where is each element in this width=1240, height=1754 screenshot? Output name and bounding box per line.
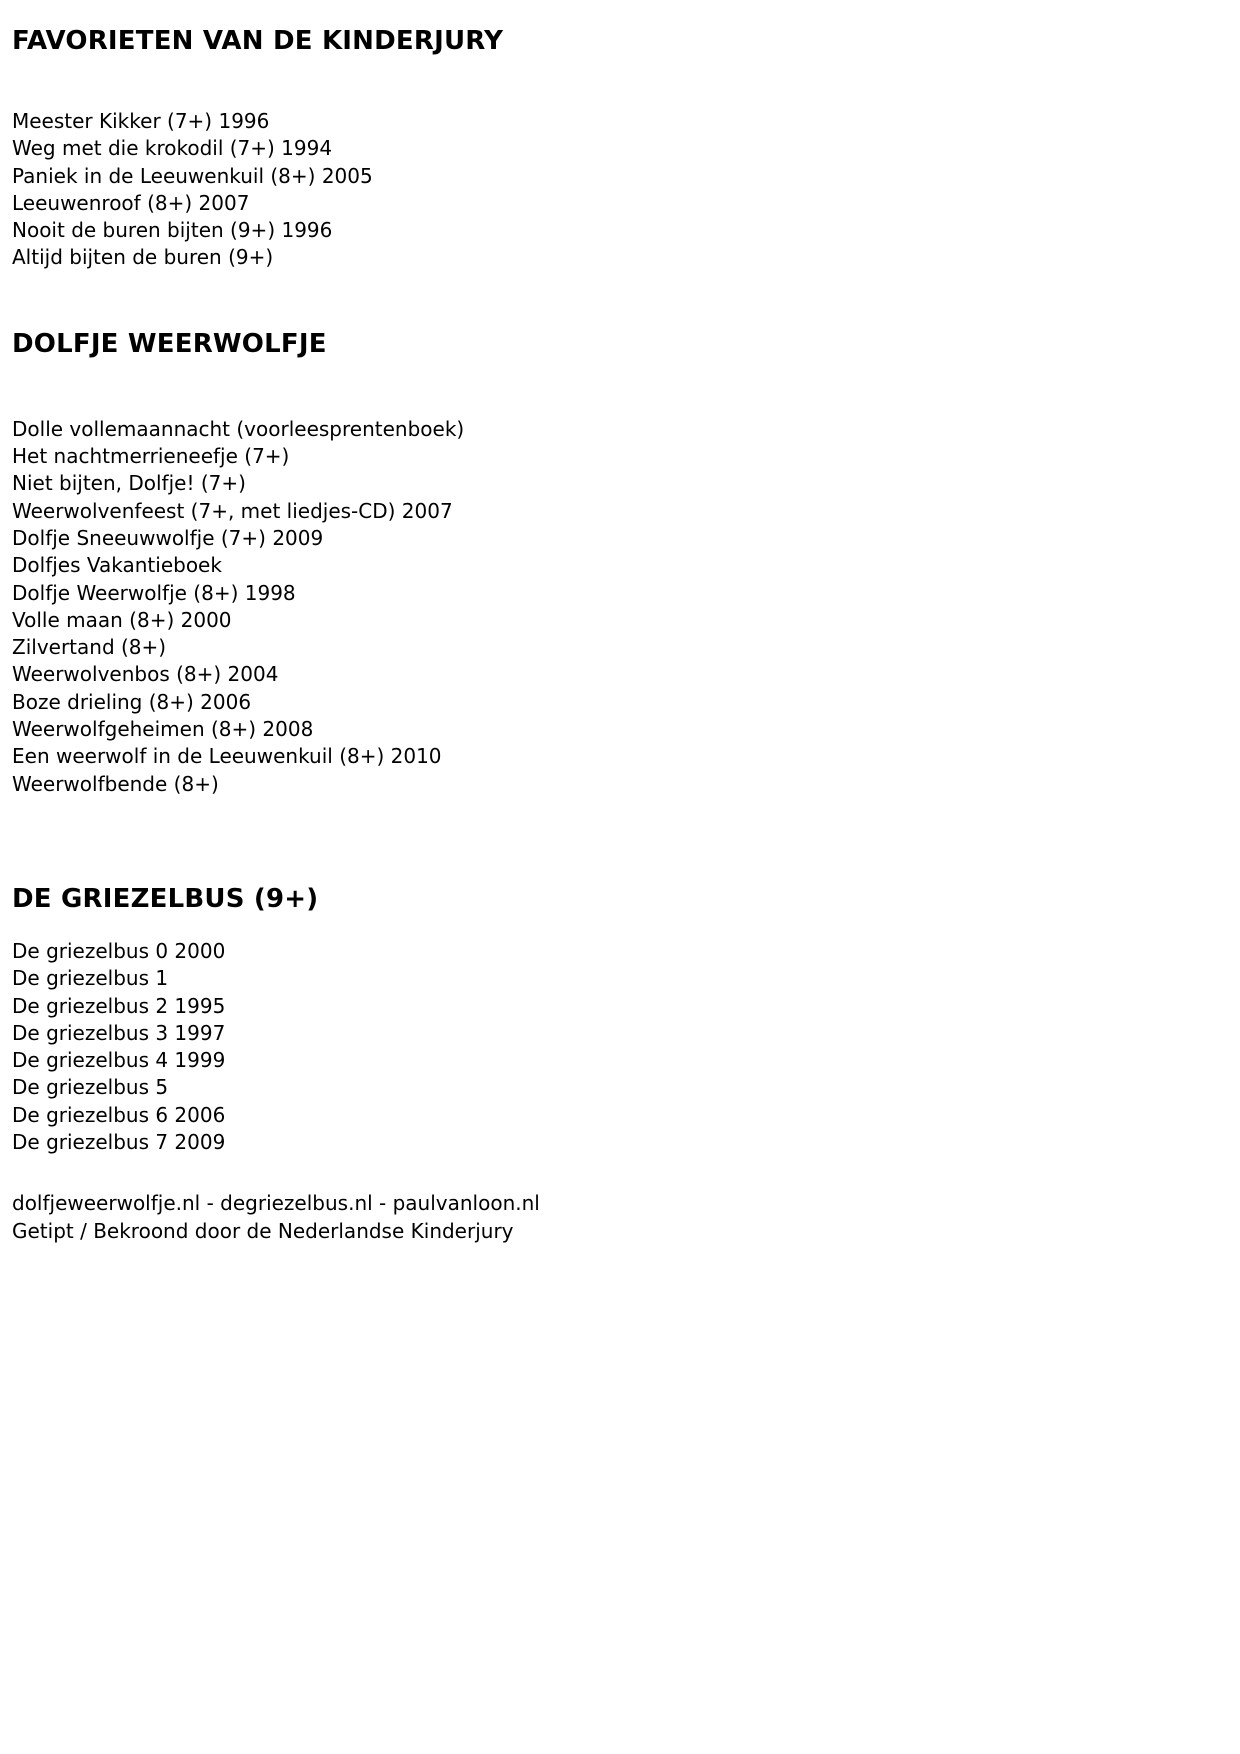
book-list-item: De griezelbus 1: [12, 966, 169, 991]
book-list-item: Weerwolfbende (8+): [12, 771, 219, 796]
book-list-item: Zilvertand (8+): [12, 635, 167, 660]
book-list-item: De griezelbus 2 1995: [12, 993, 226, 1018]
book-list-kinderjury-favorieten: [12, 108, 1240, 272]
section-heading-kinderjury-favorieten: FAVORIETEN VAN DE KINDERJURY: [12, 26, 504, 56]
book-list-dolfje-weerwolfje: [12, 416, 1240, 798]
book-list-item: Leeuwenroof (8+) 2007: [12, 190, 250, 215]
section-heading-de-griezelbus: DE GRIEZELBUS (9+): [12, 883, 319, 914]
book-list-item: De griezelbus 4 1999: [12, 1048, 226, 1073]
book-list-item: Dolfje Weerwolfje (8+) 1998: [12, 580, 296, 605]
book-list-item: Weerwolvenbos (8+) 2004: [12, 662, 279, 687]
book-list-item: Dolfjes Vakantieboek: [12, 553, 222, 578]
book-list-item: Dolle vollemaannacht (voorleesprentenboek): [12, 416, 465, 441]
book-list-item: Het nachtmerrieneefje (7+): [12, 444, 290, 469]
book-list-item: Niet bijten, Dolfje! (7+): [12, 471, 246, 496]
book-list-item: Weg met die krokodil (7+) 1994: [12, 136, 333, 161]
book-list-item: Weerwolfgeheimen (8+) 2008: [12, 717, 314, 742]
book-list-item: Dolfje Sneeuwwolfje (7+) 2009: [12, 525, 324, 550]
book-list-item: Boze drieling (8+) 2006: [12, 689, 252, 714]
book-list-item: De griezelbus 0 2000: [12, 938, 226, 963]
book-list-item: De griezelbus 3 1997: [12, 1020, 226, 1045]
book-list-de-griezelbus: [12, 938, 1240, 1156]
book-list-item: Volle maan (8+) 2000: [12, 607, 232, 632]
book-list-item: Een weerwolf in de Leeuwenkuil (8+) 2010: [12, 744, 442, 769]
footer-websites-line: dolfjeweerwolfje.nl - degriezelbus.nl - paulvanloon.nl: [12, 1191, 540, 1216]
book-list-item: Meester Kikker (7+) 1996: [12, 109, 270, 133]
footer-note-line: Getipt / Bekroond door de Nederlandse Kinderjury: [12, 1218, 514, 1243]
book-list-item: De griezelbus 5: [12, 1075, 169, 1100]
book-list-item: De griezelbus 7 2009: [12, 1130, 226, 1155]
document-page: [0, 26, 1240, 1754]
book-list-item: Paniek in de Leeuwenkuil (8+) 2005: [12, 163, 373, 188]
book-list-item: Altijd bijten de buren (9+): [12, 245, 274, 270]
section-heading-dolfje-weerwolfje: DOLFJE WEERWOLFJE: [12, 328, 327, 359]
book-list-item: Weerwolvenfeest (7+, met liedjes-CD) 2007: [12, 498, 453, 523]
footer: [12, 1190, 1240, 1245]
book-list-item: Nooit de buren bijten (9+) 1996: [12, 218, 333, 243]
book-list-item: De griezelbus 6 2006: [12, 1102, 226, 1127]
